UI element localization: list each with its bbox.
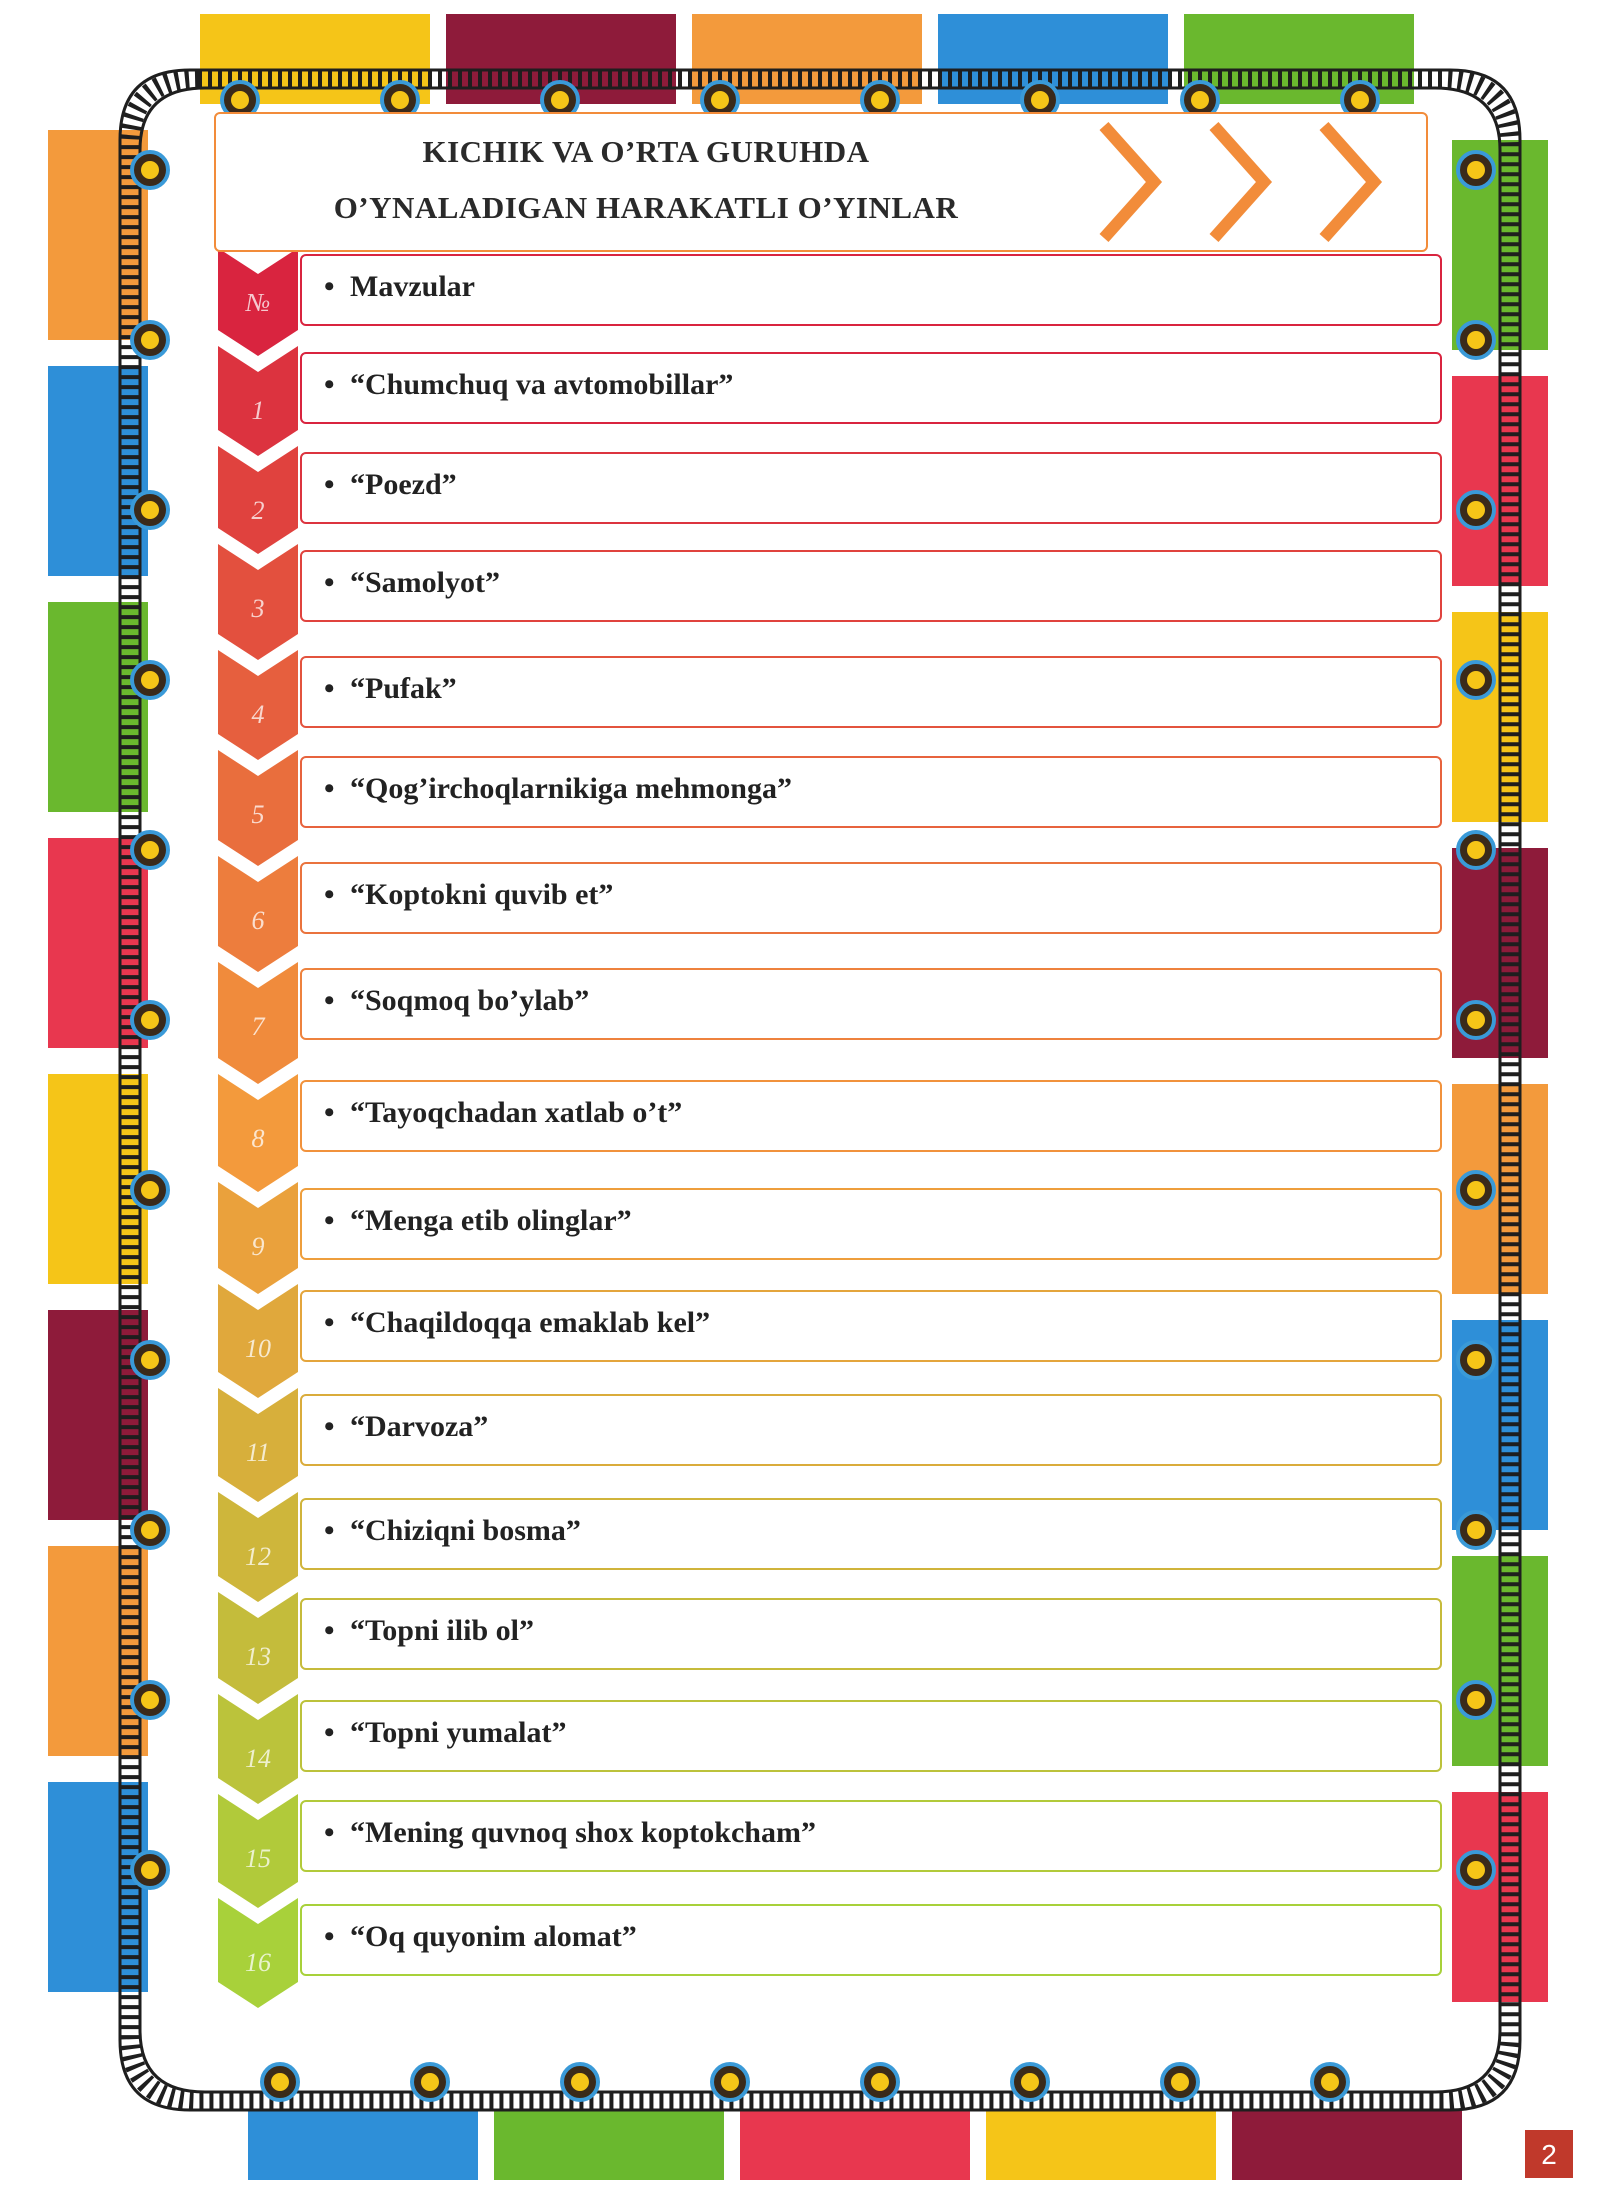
wagon-block (1232, 2110, 1462, 2180)
list-item-label: “Soqmoq bo’ylab” (350, 984, 590, 1017)
list-item: • “Topni yumalat” (300, 1700, 1442, 1772)
wagon-block (986, 2110, 1216, 2180)
wagon-block (248, 2110, 478, 2180)
wagon-block (1184, 14, 1414, 104)
wheel-icon (1458, 492, 1494, 528)
wheel-icon (1162, 2064, 1198, 2100)
wheel-icon (862, 2064, 898, 2100)
list-item-label: “Chiziqni bosma” (350, 1514, 581, 1547)
list-item-number: 13 (245, 1642, 271, 1671)
list-item-label: “Samolyot” (350, 566, 500, 599)
list-item: • “Darvoza” (300, 1394, 1442, 1466)
wheel-icon (132, 1342, 168, 1378)
wheel-icon (712, 2064, 748, 2100)
page-number: 2 (1525, 2130, 1573, 2178)
wheel-icon (412, 2064, 448, 2100)
wheel-icon (1458, 1342, 1494, 1378)
chevron-arrow-icon (1096, 122, 1166, 242)
list-item-number: 1 (251, 396, 265, 425)
list-item-label: “Chumchuq va avtomobillar” (350, 368, 734, 401)
list-item-number: 2 (251, 496, 265, 525)
chevron-arrow-icon (1316, 122, 1386, 242)
wheel-icon (132, 1512, 168, 1548)
list-item-label: “Pufak” (350, 672, 457, 705)
list-item-number: 9 (251, 1232, 265, 1261)
wheel-icon (1312, 2064, 1348, 2100)
wheel-icon (132, 152, 168, 188)
wheel-icon (132, 1172, 168, 1208)
title-banner (214, 112, 1428, 252)
wheel-icon (132, 322, 168, 358)
list-item: • “Qog’irchoqlarnikiga mehmonga” (300, 756, 1442, 828)
wagon-block (740, 2110, 970, 2180)
list-item: • “Koptokni quvib et” (300, 862, 1442, 934)
list-item: • “Poezd” (300, 452, 1442, 524)
chevron-arrow-icon (1206, 122, 1276, 242)
wheel-icon (1458, 1172, 1494, 1208)
list-item-number: 12 (245, 1542, 271, 1571)
list-item-label: “Menga etib olinglar” (350, 1204, 632, 1237)
list-item-number: 7 (251, 1012, 265, 1041)
wheel-icon (1458, 152, 1494, 188)
list-item-number: 3 (251, 594, 265, 623)
list-item-label: “Darvoza” (350, 1410, 489, 1443)
title-line-1: KICHIK VA O’RTA GURUHDA (422, 134, 870, 169)
list-item-label: “Tayoqchadan xatlab o’t” (350, 1096, 683, 1129)
list-item: • “Menga etib olinglar” (300, 1188, 1442, 1260)
list-item-label: “Koptokni quvib et” (350, 878, 614, 911)
list-item-number: 4 (251, 700, 265, 729)
wheel-icon (262, 2064, 298, 2100)
list-item-number: 16 (245, 1948, 271, 1977)
list-item-number: 14 (245, 1744, 271, 1773)
list-item-label: “Mening quvnoq shox koptokcham” (350, 1816, 816, 1849)
list-item-number: 15 (245, 1844, 271, 1873)
list-item-number: 5 (251, 800, 265, 829)
wheel-icon (1012, 2064, 1048, 2100)
list-item: • “Mening quvnoq shox koptokcham” (300, 1800, 1442, 1872)
table-header-row: • Mavzular (300, 254, 1442, 326)
list-item-label: “Oq quyonim alomat” (350, 1920, 637, 1953)
wheel-icon (132, 662, 168, 698)
list-item: • “Chaqildoqqa emaklab kel” (300, 1290, 1442, 1362)
list-item-number: 6 (251, 906, 265, 935)
wheel-icon (1458, 1852, 1494, 1888)
list-item-number: 10 (245, 1334, 271, 1363)
column-header-topics: Mavzular (350, 270, 475, 303)
list-item-label: “Chaqildoqqa emaklab kel” (350, 1306, 711, 1339)
list-item: • “Tayoqchadan xatlab o’t” (300, 1080, 1442, 1152)
list-item-label: “Qog’irchoqlarnikiga mehmonga” (350, 772, 792, 805)
list-item: • “Chumchuq va avtomobillar” (300, 352, 1442, 424)
wheel-icon (132, 1852, 168, 1888)
wheel-icon (132, 832, 168, 868)
title-line-2: O’YNALADIGAN HARAKATLI O’YINLAR (333, 190, 959, 225)
list-item: • “Soqmoq bo’ylab” (300, 968, 1442, 1040)
list-item: • “Chiziqni bosma” (300, 1498, 1442, 1570)
list-item-label: “Topni yumalat” (350, 1716, 567, 1749)
wheel-icon (1458, 832, 1494, 868)
wheel-icon (562, 2064, 598, 2100)
wheel-icon (132, 492, 168, 528)
list-item: • “Pufak” (300, 656, 1442, 728)
wheel-icon (1458, 662, 1494, 698)
wheel-icon (1458, 1512, 1494, 1548)
list-item: • “Topni ilib ol” (300, 1598, 1442, 1670)
wagon-block (494, 2110, 724, 2180)
list-item-number: 8 (251, 1124, 265, 1153)
wheel-icon (1458, 322, 1494, 358)
wheel-icon (1458, 1002, 1494, 1038)
list-item-label: “Poezd” (350, 468, 457, 501)
list-item: • “Samolyot” (300, 550, 1442, 622)
wheel-icon (132, 1002, 168, 1038)
list-item-label: “Topni ilib ol” (350, 1614, 534, 1647)
list-item: • “Oq quyonim alomat” (300, 1904, 1442, 1976)
wheel-icon (132, 1682, 168, 1718)
list-item-number: 11 (245, 1438, 271, 1467)
column-header-number: № (245, 288, 271, 317)
wheel-icon (1458, 1682, 1494, 1718)
